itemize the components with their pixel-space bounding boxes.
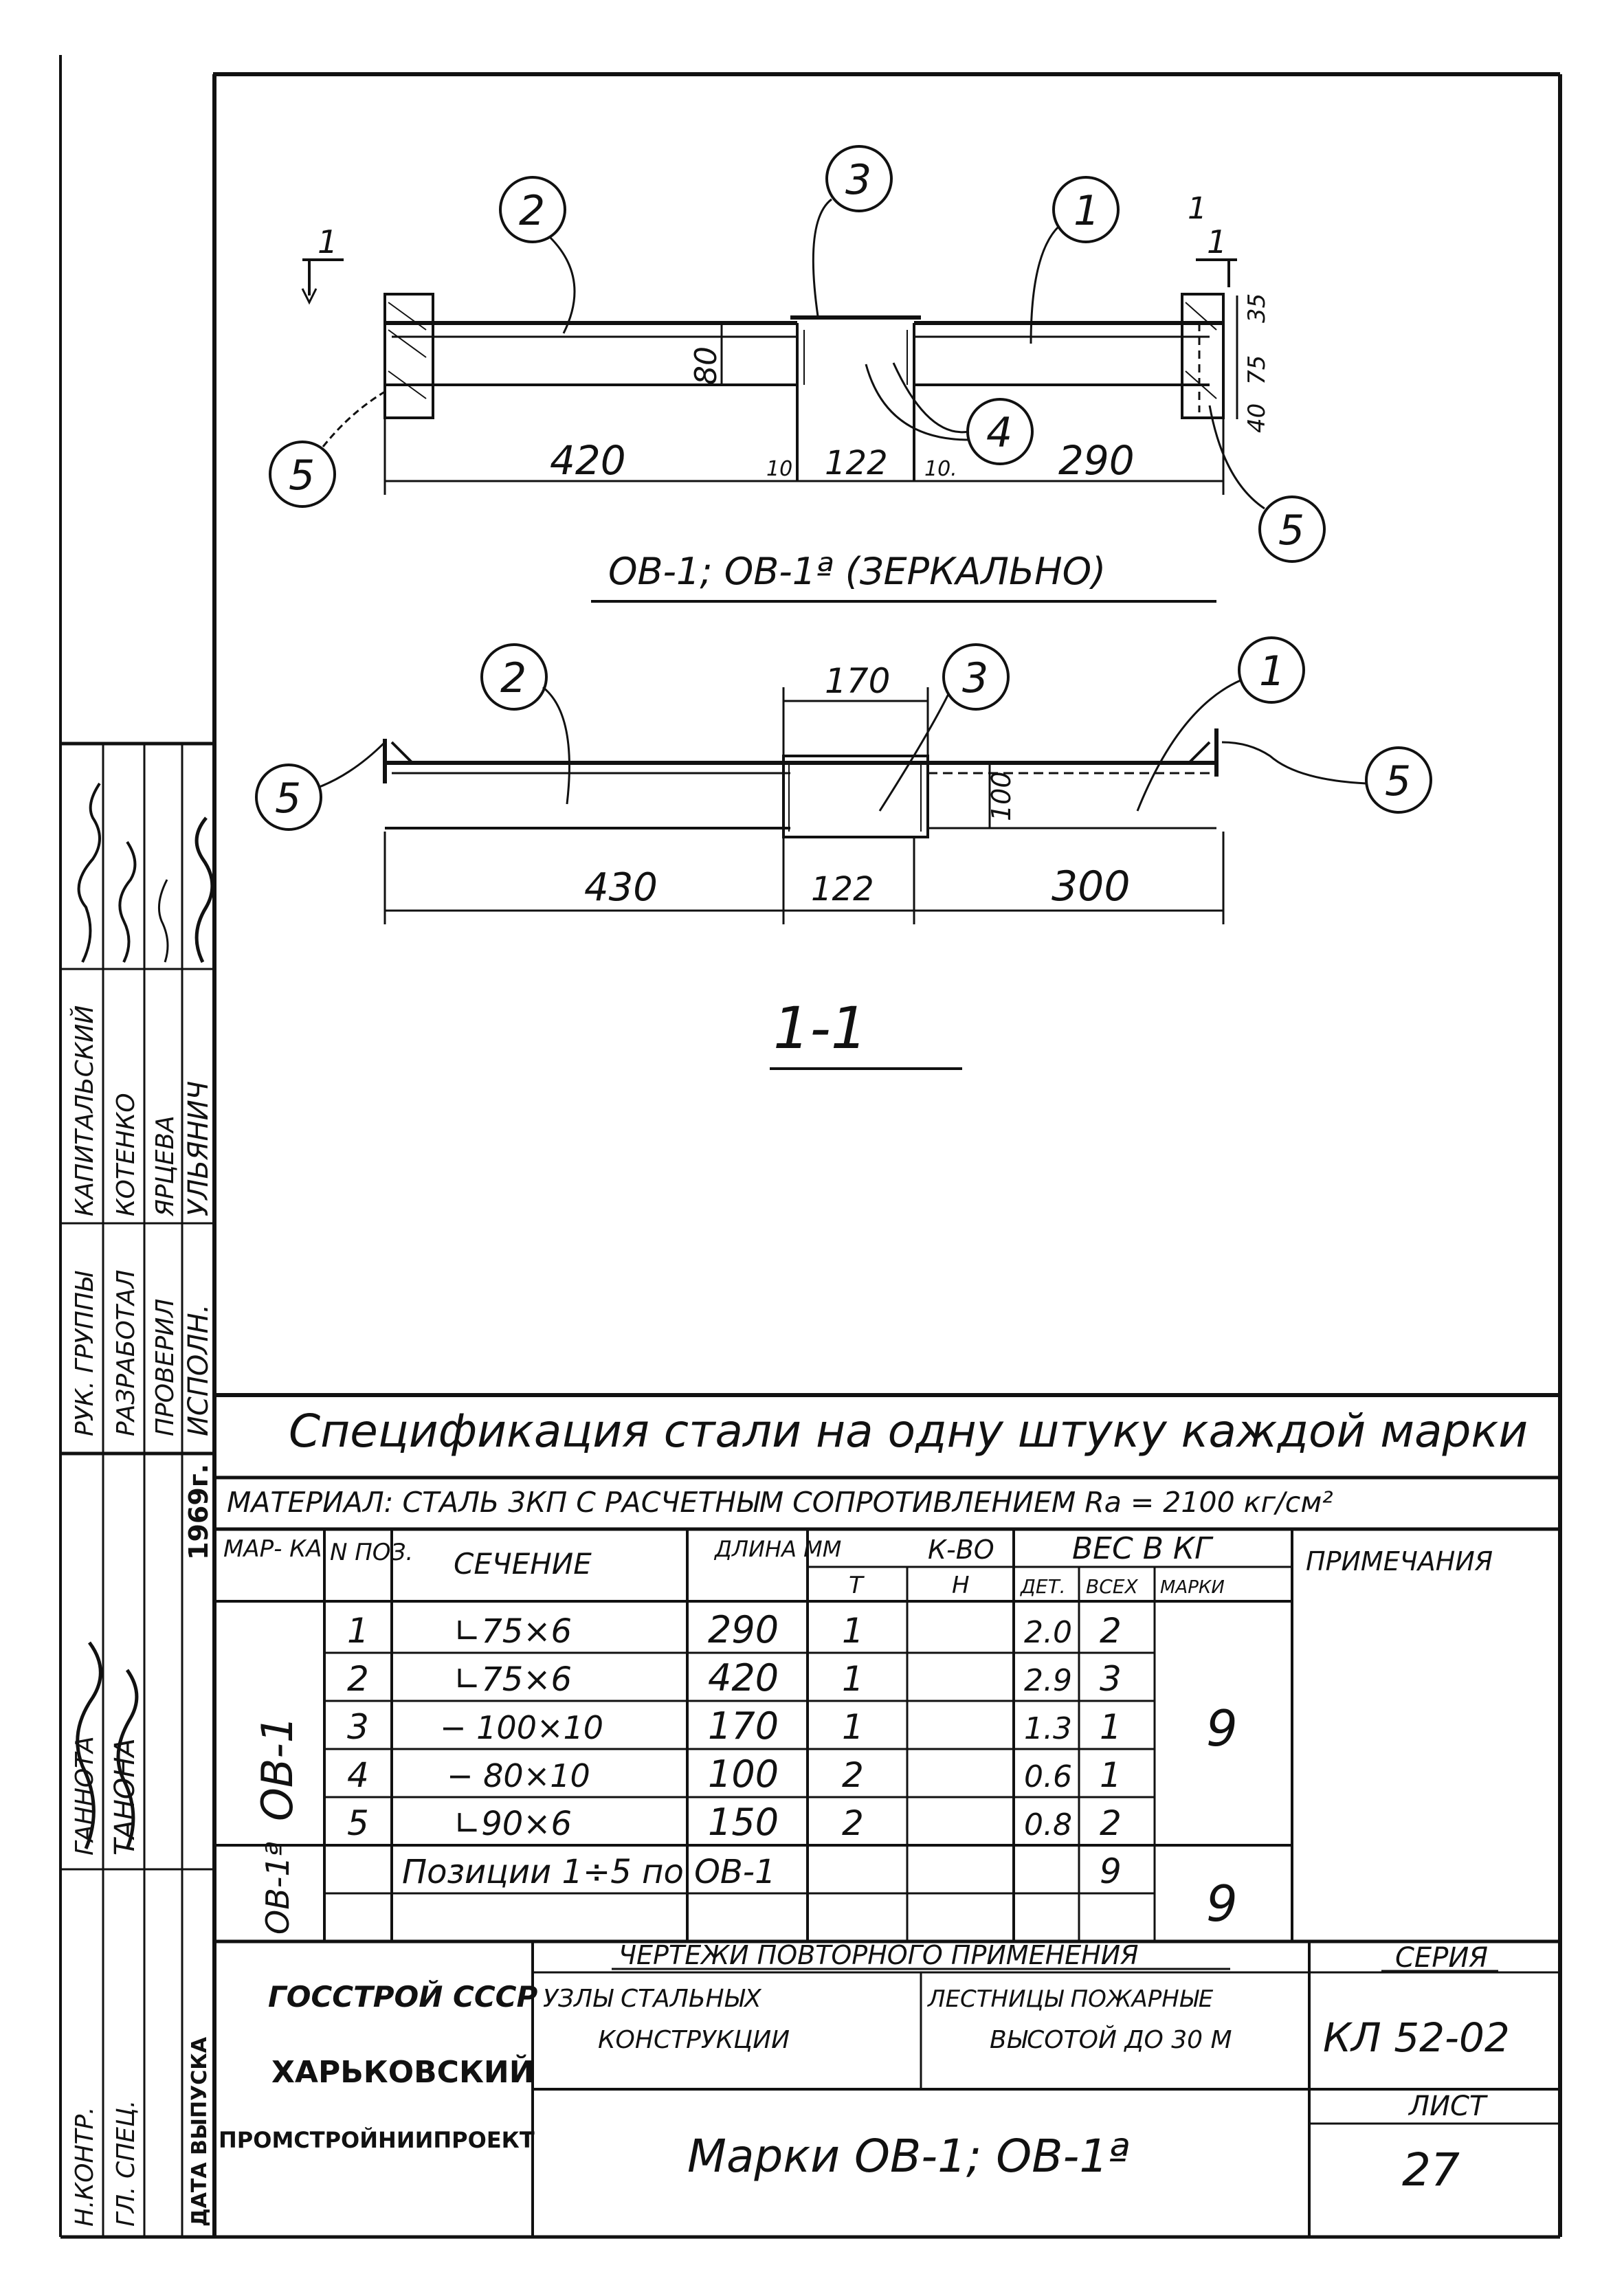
signature-scribble-2 (120, 842, 135, 962)
callout-1-plan: 1 (1074, 187, 1100, 235)
tb-col1-l1: УЗЛЫ СТАЛЬНЫХ (543, 1985, 761, 2013)
section-mark-far-right: 1 (1188, 191, 1207, 226)
tb-drawing-name: Марки ОВ-1; ОВ-1ª (687, 2130, 1130, 2183)
tb-series-label: СЕРИЯ (1395, 1942, 1489, 1974)
role-developed: РАЗРАБОТАЛ (112, 1269, 140, 1436)
row5-det: 0.8 (1024, 1807, 1072, 1842)
tb-header: ЧЕРТЕЖИ ПОВТОРНОГО ПРИМЕНЕНИЯ (619, 1940, 1139, 1970)
callout-5-section-right: 5 (1385, 757, 1412, 805)
section-dim-170: 170 (825, 661, 891, 701)
org-line-1: ГОССТРОЙ СССР (268, 1980, 538, 2014)
tb-sheet-value: 27 (1402, 2143, 1460, 2196)
row2-length: 420 (708, 1656, 779, 1700)
name-developed: КОТЕНКО (112, 1093, 140, 1216)
role-executed: ИСПОЛН. (183, 1304, 214, 1436)
plan-dim-40: 40 (1243, 403, 1271, 433)
plan-dim-35: 35 (1243, 293, 1271, 323)
row1-det: 2.0 (1024, 1615, 1072, 1650)
row3-det: 1.3 (1024, 1711, 1072, 1746)
row2-all: 3 (1100, 1659, 1122, 1699)
section-dim-100: 100 (986, 771, 1016, 821)
section-title-group (770, 994, 962, 1069)
tb-series-value: КЛ 52-02 (1323, 2014, 1510, 2061)
callout-5-section-left: 5 (275, 775, 302, 823)
view-title-group (591, 550, 1216, 601)
plan-dim-122: 122 (825, 444, 888, 482)
hdr-mark-l1: МАР- КА (223, 1535, 322, 1563)
row4-length: 100 (708, 1752, 779, 1796)
row1-t: 1 (842, 1611, 864, 1651)
row2-text: Позиции 1÷5 по ОВ-1 (402, 1853, 776, 1891)
row1-all: 2 (1100, 1611, 1122, 1651)
org-line-3: ПРОМСТРОЙНИИПРОЕКТ (219, 2127, 535, 2153)
hdr-mark (223, 1535, 322, 1563)
hdr-qty: К-ВО (928, 1535, 994, 1565)
title-block (219, 1940, 1560, 2237)
mark-ov-1-total: 9 (1206, 1700, 1238, 1757)
callout-2-section: 2 (500, 654, 527, 702)
row2-det: 2.9 (1024, 1663, 1072, 1698)
hdr-notes: ПРИМЕЧАНИЯ (1306, 1546, 1493, 1577)
sidebar-signatures (60, 744, 214, 2237)
callout-3-plan: 3 (845, 156, 872, 204)
row2-pos: 2 (347, 1659, 369, 1699)
callout-2-plan: 2 (519, 187, 546, 235)
hdr-section: СЕЧЕНИЕ (454, 1547, 592, 1581)
tb-col2-l1: ЛЕСТНИЦЫ ПОЖАРНЫЕ (928, 1985, 1214, 2013)
mark-ov-1a-total: 9 (1206, 1875, 1238, 1933)
spec-material: МАТЕРИАЛ: СТАЛЬ 3КП С РАСЧЕТНЫМ СОПРОТИВЛЕНИЕМ Ra = 2100 кг/см² (227, 1486, 1333, 1519)
signature-scribble-3 (159, 880, 168, 962)
plan-dim-75: 75 (1243, 355, 1271, 385)
mark-ov-1a: ОВ-1ª (259, 1841, 296, 1935)
row3-section: − 100×10 (440, 1709, 604, 1746)
mark-ov-1: ОВ-1 (252, 1715, 302, 1821)
row2-t: 1 (842, 1659, 864, 1699)
tb-col2-l2: ВЫСОТОЙ ДО 30 М (990, 2026, 1232, 2054)
section-dim-430: 430 (584, 865, 658, 910)
row4-all: 1 (1100, 1755, 1122, 1795)
row1-section: ∟75×6 (454, 1612, 572, 1651)
callout-1-section: 1 (1259, 647, 1286, 695)
section-dim-300: 300 (1052, 862, 1131, 911)
row5-section: ∟90×6 (454, 1805, 572, 1843)
row4-section: − 80×10 (447, 1757, 590, 1794)
section-mark-right: 1 (1207, 223, 1227, 260)
row5-t: 2 (842, 1803, 864, 1843)
plan-dim-290: 290 (1058, 437, 1135, 484)
row1-length: 290 (708, 1608, 779, 1651)
section-mark-left: 1 (318, 223, 338, 260)
row3-length: 170 (708, 1704, 779, 1748)
signature-scribble-1 (79, 783, 100, 962)
plan-dim-10b: 10. (924, 457, 957, 481)
tb-col1-l2: КОНСТРУКЦИИ (598, 2026, 790, 2054)
plan-dim-80: 80 (689, 346, 724, 385)
name-checked: ЯРЦЕВА (151, 1115, 179, 1216)
plan-view (385, 293, 1271, 495)
spec-table (214, 1395, 1560, 1941)
row5-length: 150 (708, 1801, 779, 1844)
name-group-head: КАПИТАЛЬСКИЙ (71, 1005, 99, 1216)
hdr-weight: ВЕС В КГ (1072, 1531, 1212, 1566)
hdr-w-all: ВСЕХ (1086, 1575, 1138, 1598)
role-norm-control: Н.КОНТР. (71, 2106, 99, 2227)
org-line-2: ХАРЬКОВСКИЙ (271, 2055, 535, 2090)
callout-3-section: 3 (962, 654, 989, 702)
plan-part-5-left (385, 294, 433, 418)
section-marker-left (302, 223, 344, 302)
name-executed: УЛЬЯНИЧ (183, 1080, 214, 1216)
section-marker-right (1188, 191, 1237, 287)
row4-t: 2 (842, 1755, 864, 1795)
role-release-date: ДАТА ВЫПУСКА (188, 2036, 212, 2227)
row4-pos: 4 (347, 1755, 369, 1795)
tb-sheet-label: ЛИСТ (1409, 2091, 1487, 2122)
row5-pos: 5 (347, 1803, 369, 1843)
role-checked: ПРОВЕРИЛ (151, 1298, 179, 1436)
name-chief-spec: ТАНОНА (109, 1738, 141, 1856)
plan-dim-420: 420 (550, 437, 626, 484)
section-dim-122: 122 (811, 870, 874, 909)
hdr-length: ДЛИНА ММ (715, 1536, 842, 1562)
row3-pos: 3 (347, 1707, 369, 1747)
sidebar-year: 1969г. (183, 1463, 214, 1560)
row1-pos: 1 (347, 1611, 369, 1651)
role-group-head: РУК. ГРУППЫ (71, 1271, 99, 1436)
spec-title: Спецификация стали на одну штуку каждой марки (289, 1405, 1528, 1458)
row3-t: 1 (842, 1707, 864, 1747)
callout-5-plan-left: 5 (289, 452, 315, 500)
hdr-qty-n: Н (952, 1572, 970, 1599)
signature-scribble-4 (197, 818, 212, 962)
row4-det: 0.6 (1024, 1759, 1072, 1794)
plan-part-5-right (1182, 294, 1223, 418)
view-title: ОВ-1; ОВ-1ª (ЗЕРКАЛЬНО) (608, 550, 1106, 593)
hdr-qty-t: Т (849, 1572, 863, 1599)
row2-section: ∟75×6 (454, 1660, 572, 1699)
hdr-w-mark: МАРКИ (1160, 1577, 1225, 1598)
section-title: 1-1 (773, 994, 868, 1062)
callout-5-plan-right: 5 (1278, 506, 1305, 555)
name-norm-control: ГАННОТА (71, 1736, 99, 1856)
row2-all: 9 (1100, 1851, 1122, 1891)
role-chief-spec: ГЛ. СПЕЦ. (112, 2100, 140, 2227)
row5-all: 2 (1100, 1803, 1122, 1843)
hdr-pos: N ПОЗ. (330, 1539, 414, 1566)
plan-dim-10a: 10 (766, 457, 793, 481)
row3-all: 1 (1100, 1707, 1122, 1747)
callout-4-plan: 4 (986, 409, 1013, 457)
hdr-w-det: ДЕТ. (1021, 1575, 1066, 1598)
